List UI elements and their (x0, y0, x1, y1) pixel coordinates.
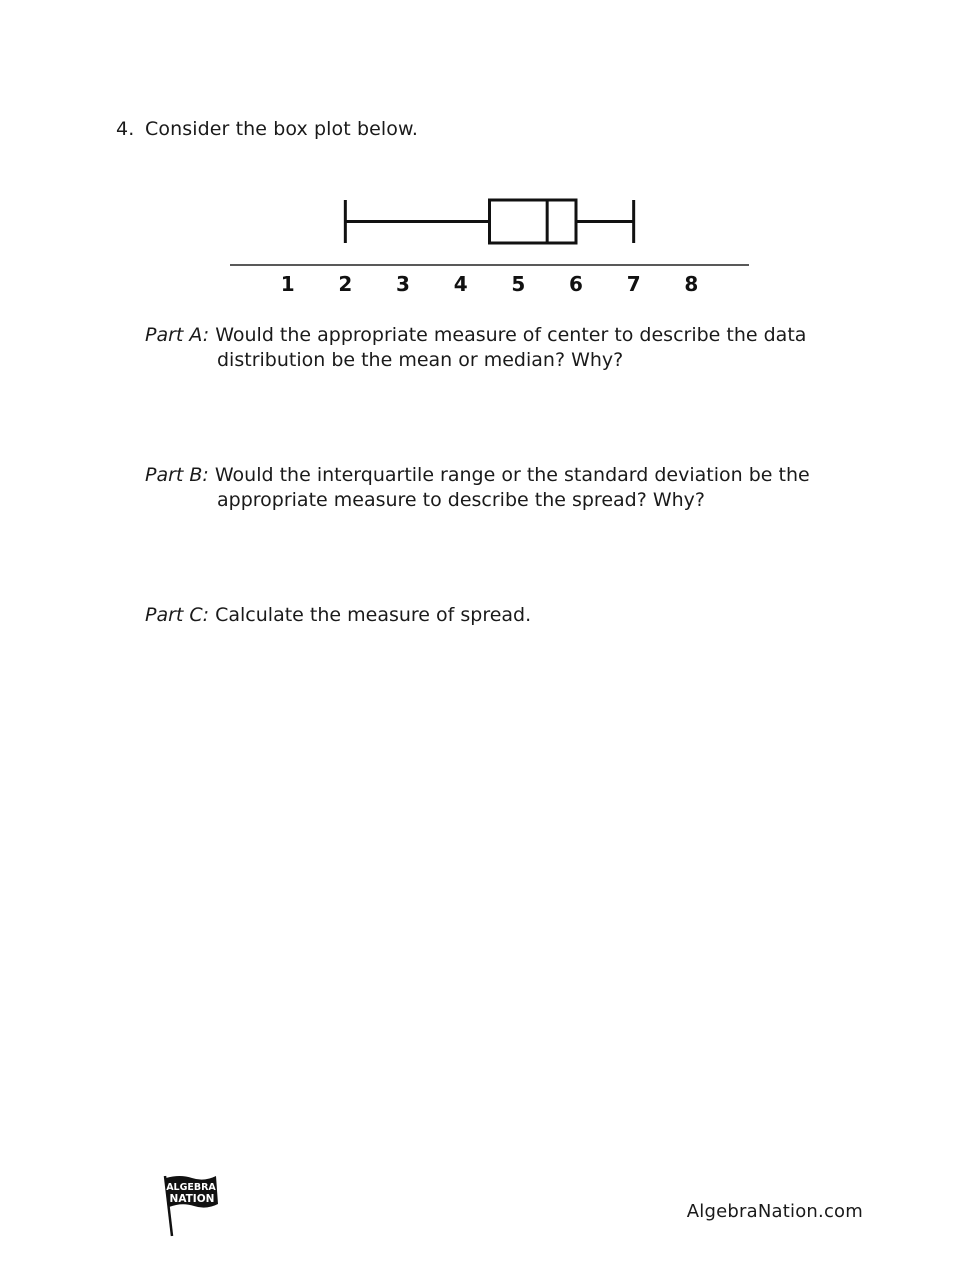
logo-text-bottom: NATION (169, 1193, 215, 1205)
part-a-question (145, 323, 845, 373)
part-c-question (145, 603, 845, 628)
part-b-question (145, 463, 845, 513)
tick-label-2: 2 (338, 272, 353, 296)
part-b-line1: Would the interquartile range or the standard deviation be the (208, 464, 810, 486)
part-b-label: Part B: (145, 464, 209, 486)
axis-tick-labels (281, 272, 699, 296)
tick-label-6: 6 (569, 272, 583, 296)
part-c-label: Part C: (145, 604, 210, 626)
part-a-label: Part A: (145, 324, 210, 346)
tick-label-8: 8 (684, 272, 699, 296)
box-plot-chart (0, 0, 979, 310)
interquartile-box (490, 200, 577, 243)
part-a-line2: distribution be the mean or median? Why? (217, 349, 624, 371)
part-b-line2: appropriate measure to describe the spread? Why? (217, 489, 705, 511)
tick-label-3: 3 (396, 272, 410, 296)
question-text: Consider the box plot below. (145, 118, 419, 140)
box-plot-marks (345, 200, 633, 243)
tick-label-4: 4 (453, 272, 468, 296)
tick-label-7: 7 (626, 272, 641, 296)
tick-label-5: 5 (511, 272, 526, 296)
question-number: 4. (116, 118, 135, 140)
logo-text-top: ALGEBRA (166, 1182, 216, 1193)
part-c-line1: Calculate the measure of spread. (209, 604, 532, 626)
algebra-nation-logo (160, 1172, 222, 1238)
site-url: AlgebraNation.com (686, 1201, 863, 1222)
part-a-line1: Would the appropriate measure of center to describe the data (209, 324, 807, 346)
tick-label-1: 1 (280, 272, 295, 296)
